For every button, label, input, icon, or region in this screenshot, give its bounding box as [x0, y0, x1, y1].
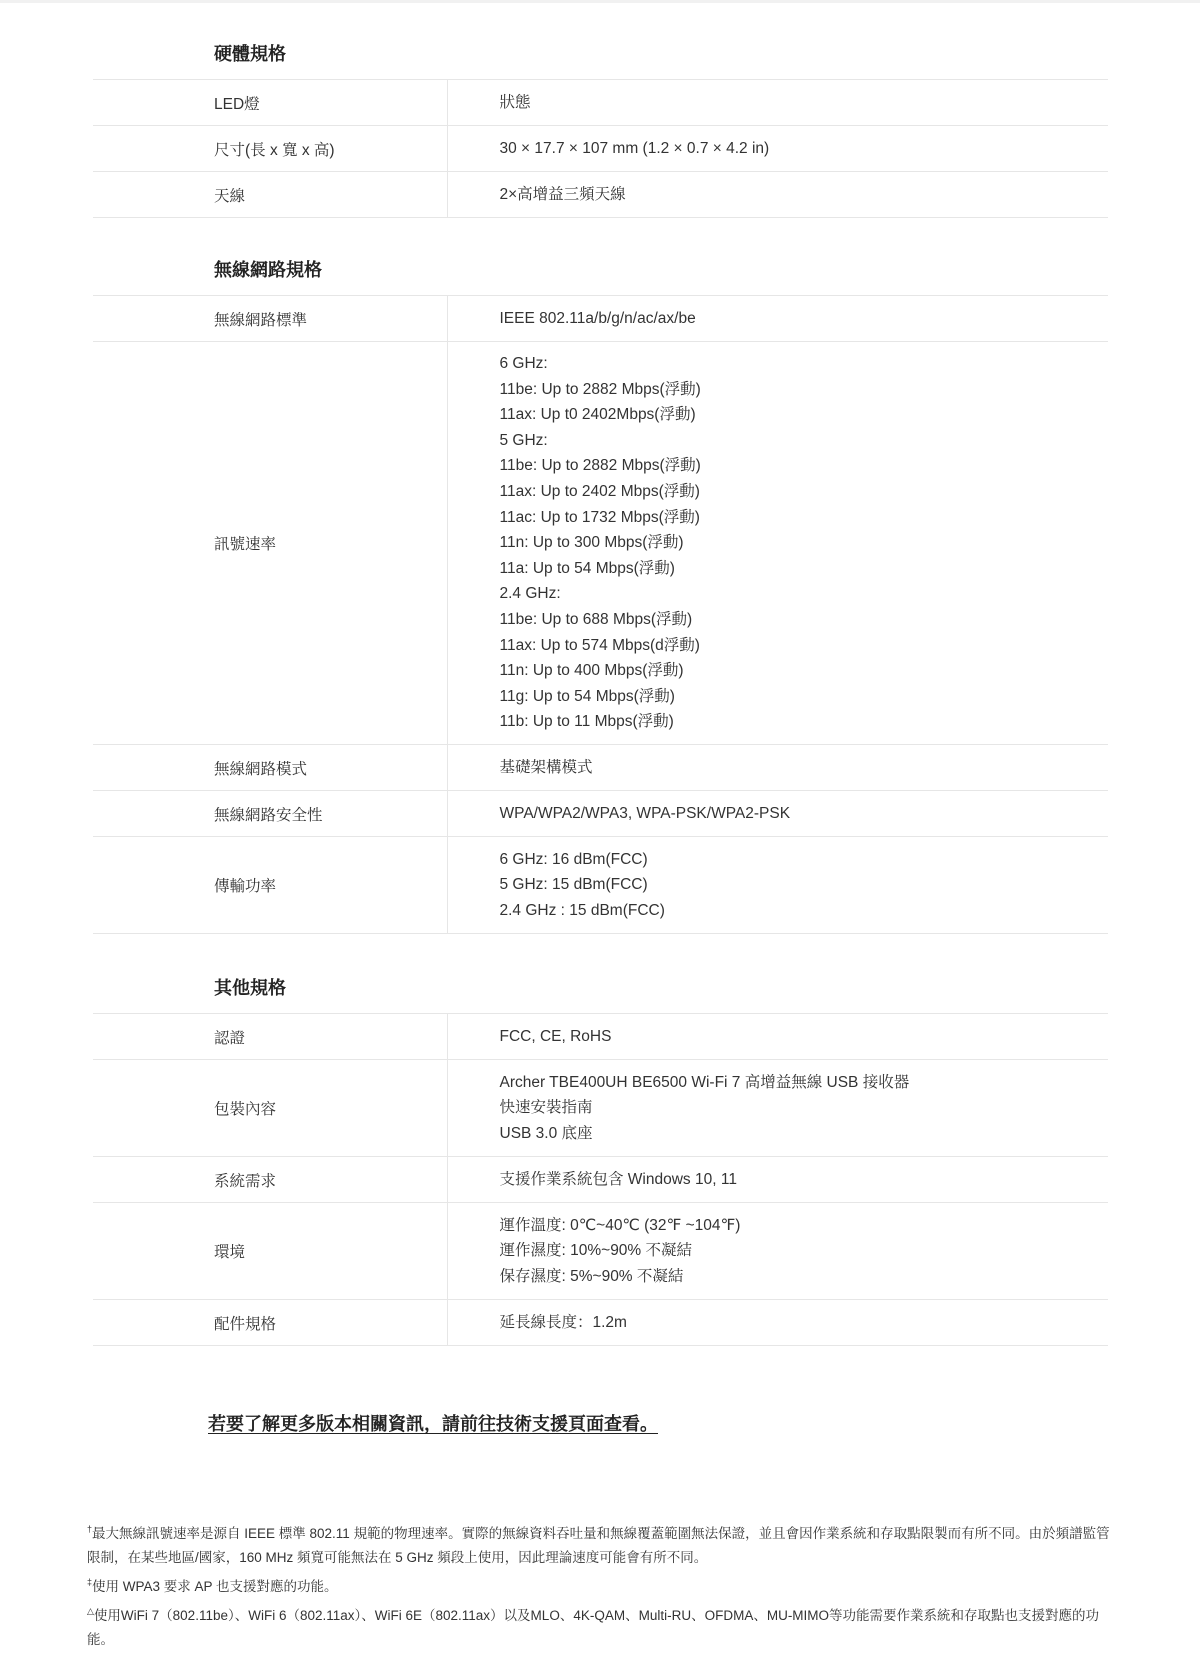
spec-value — [447, 296, 1108, 342]
spec-value-line: 5 GHz: — [499, 431, 548, 449]
spec-value — [447, 1203, 1108, 1300]
spec-value-line: 11be: Up to 688 Mbps(浮動) — [499, 610, 693, 628]
table-row — [93, 1014, 1108, 1060]
spec-value-line: 11ax: Up to 574 Mbps(d浮動) — [499, 636, 700, 654]
spec-key: 認證 — [93, 1014, 447, 1060]
support-page-link[interactable]: 若要了解更多版本相關資訊，請前往技術支援頁面查看。 — [208, 1414, 658, 1434]
spec-value-line: 11b: Up to 11 Mbps(浮動) — [499, 713, 674, 731]
spec-value-line: 6 GHz: — [499, 355, 548, 373]
table-row — [93, 296, 1108, 342]
spec-container — [93, 0, 1108, 1346]
table-row — [93, 80, 1108, 126]
spec-key: 包裝內容 — [93, 1060, 447, 1157]
spec-value — [447, 80, 1108, 126]
table-row — [93, 1203, 1108, 1300]
table-row — [93, 172, 1108, 218]
spec-value-line: 2.4 GHz : 15 dBm(FCC) — [499, 901, 665, 919]
spec-value — [447, 837, 1108, 934]
footnotes — [87, 1517, 1117, 1652]
section-title-wireless: 無線網路規格 — [214, 260, 322, 280]
spec-value-line: FCC, CE, RoHS — [499, 1027, 612, 1045]
spec-key: 傳輸功率 — [93, 837, 447, 934]
spec-value-line: 11n: Up to 300 Mbps(浮動) — [499, 534, 684, 552]
spec-value-line: IEEE 802.11a/b/g/n/ac/ax/be — [499, 309, 696, 327]
spec-value-line: WPA/WPA2/WPA3, WPA-PSK/WPA2-PSK — [499, 804, 791, 822]
footnote — [87, 1570, 1117, 1599]
spec-key: 尺寸(長 x 寬 x 高) — [93, 126, 447, 172]
spec-key: 無線網路安全性 — [93, 791, 447, 837]
footnote-mark: ‡ — [87, 1577, 93, 1587]
spec-key: 無線網路模式 — [93, 745, 447, 791]
other-spec-table — [93, 1013, 1108, 1346]
spec-value-line: 11g: Up to 54 Mbps(浮動) — [499, 687, 675, 705]
wireless-spec-table — [93, 295, 1108, 934]
spec-value-line: Archer TBE400UH BE6500 Wi-Fi 7 高增益無線 USB 接收器 — [499, 1073, 910, 1091]
spec-key: LED燈 — [93, 80, 447, 126]
spec-value-line: 基礎架構模式 — [499, 758, 593, 776]
spec-value-line: 保存濕度: 5%~90% 不凝結 — [499, 1267, 684, 1285]
footnote — [87, 1599, 1117, 1652]
spec-key: 系統需求 — [93, 1157, 447, 1203]
spec-key: 環境 — [93, 1203, 447, 1300]
spec-value — [447, 1014, 1108, 1060]
spec-value-line: 30 × 17.7 × 107 mm (1.2 × 0.7 × 4.2 in) — [499, 139, 770, 157]
spec-value-line: 運作溫度: 0℃~40℃ (32℉ ~104℉) — [499, 1216, 741, 1234]
spec-key: 無線網路標準 — [93, 296, 447, 342]
spec-value — [447, 342, 1108, 745]
spec-value-line: 狀態 — [499, 93, 531, 111]
spec-key: 訊號速率 — [93, 342, 447, 745]
spec-key: 配件規格 — [93, 1300, 447, 1346]
spec-value-line: 快速安裝指南 — [499, 1099, 593, 1117]
spec-value-line: 11ax: Up to 2402 Mbps(浮動) — [499, 483, 700, 501]
spec-value-line: 11ax: Up t0 2402Mbps(浮動) — [499, 406, 696, 424]
table-row — [93, 1300, 1108, 1346]
spec-value — [447, 1060, 1108, 1157]
table-row — [93, 1060, 1108, 1157]
footnote-text: 最大無線訊號速率是源自 IEEE 標準 802.11 規範的物理速率。實際的無線資料吞吐量和無線覆蓋範圍無法保證，並且會因作業系統和存取點限製而有所不同。由於頻譜監管限制，在某些地區/國家，160 MHz 頻寬可能無法在 5 GHz 頻段上使用，因此理論速度可能會有所不同。 — [87, 1526, 1110, 1565]
spec-value-line: 11be: Up to 2882 Mbps(浮動) — [499, 380, 701, 398]
spec-value — [447, 172, 1108, 218]
spec-value — [447, 791, 1108, 837]
spec-value-line: 6 GHz: 16 dBm(FCC) — [499, 850, 648, 868]
spec-value-line: USB 3.0 底座 — [499, 1124, 593, 1142]
footnote-text: 使用WiFi 7（802.11be）、WiFi 6（802.11ax）、WiFi 6E（802.11ax）以及MLO、4K-QAM、Multi-RU、OFDMA、MU-MIMO等功能需要作業系統和存取點也支援對應的功能。 — [87, 1608, 1100, 1647]
spec-value-line: 支援作業系統包含 Windows 10, 11 — [499, 1170, 737, 1188]
spec-value — [447, 1157, 1108, 1203]
spec-value-line: 延長線長度：1.2m — [499, 1313, 627, 1331]
table-row — [93, 126, 1108, 172]
footnote-text: 使用 WPA3 要求 AP 也支援對應的功能。 — [92, 1579, 338, 1594]
table-row — [93, 745, 1108, 791]
spec-value-line: 11n: Up to 400 Mbps(浮動) — [499, 662, 684, 680]
spec-value-line: 11ac: Up to 1732 Mbps(浮動) — [499, 508, 700, 526]
hardware-spec-table — [93, 79, 1108, 218]
spec-value — [447, 745, 1108, 791]
spec-value-line: 運作濕度: 10%~90% 不凝結 — [499, 1242, 693, 1260]
spec-value — [447, 126, 1108, 172]
spec-value-line: 2.4 GHz: — [499, 585, 561, 603]
table-row — [93, 342, 1108, 745]
section-title-other: 其他規格 — [214, 978, 286, 998]
footnote-mark: △ — [87, 1606, 94, 1616]
table-row — [93, 791, 1108, 837]
spec-value-line: 11be: Up to 2882 Mbps(浮動) — [499, 457, 701, 475]
spec-key: 天線 — [93, 172, 447, 218]
table-row — [93, 1157, 1108, 1203]
spec-value — [447, 1300, 1108, 1346]
spec-value-line: 5 GHz: 15 dBm(FCC) — [499, 876, 648, 894]
spec-value-line: 11a: Up to 54 Mbps(浮動) — [499, 559, 675, 577]
table-row — [93, 837, 1108, 934]
section-title-hardware: 硬體規格 — [214, 44, 286, 64]
spec-value-line: 2×高增益三頻天線 — [499, 185, 626, 203]
footnote — [87, 1517, 1117, 1570]
footnote-mark: † — [87, 1524, 93, 1534]
